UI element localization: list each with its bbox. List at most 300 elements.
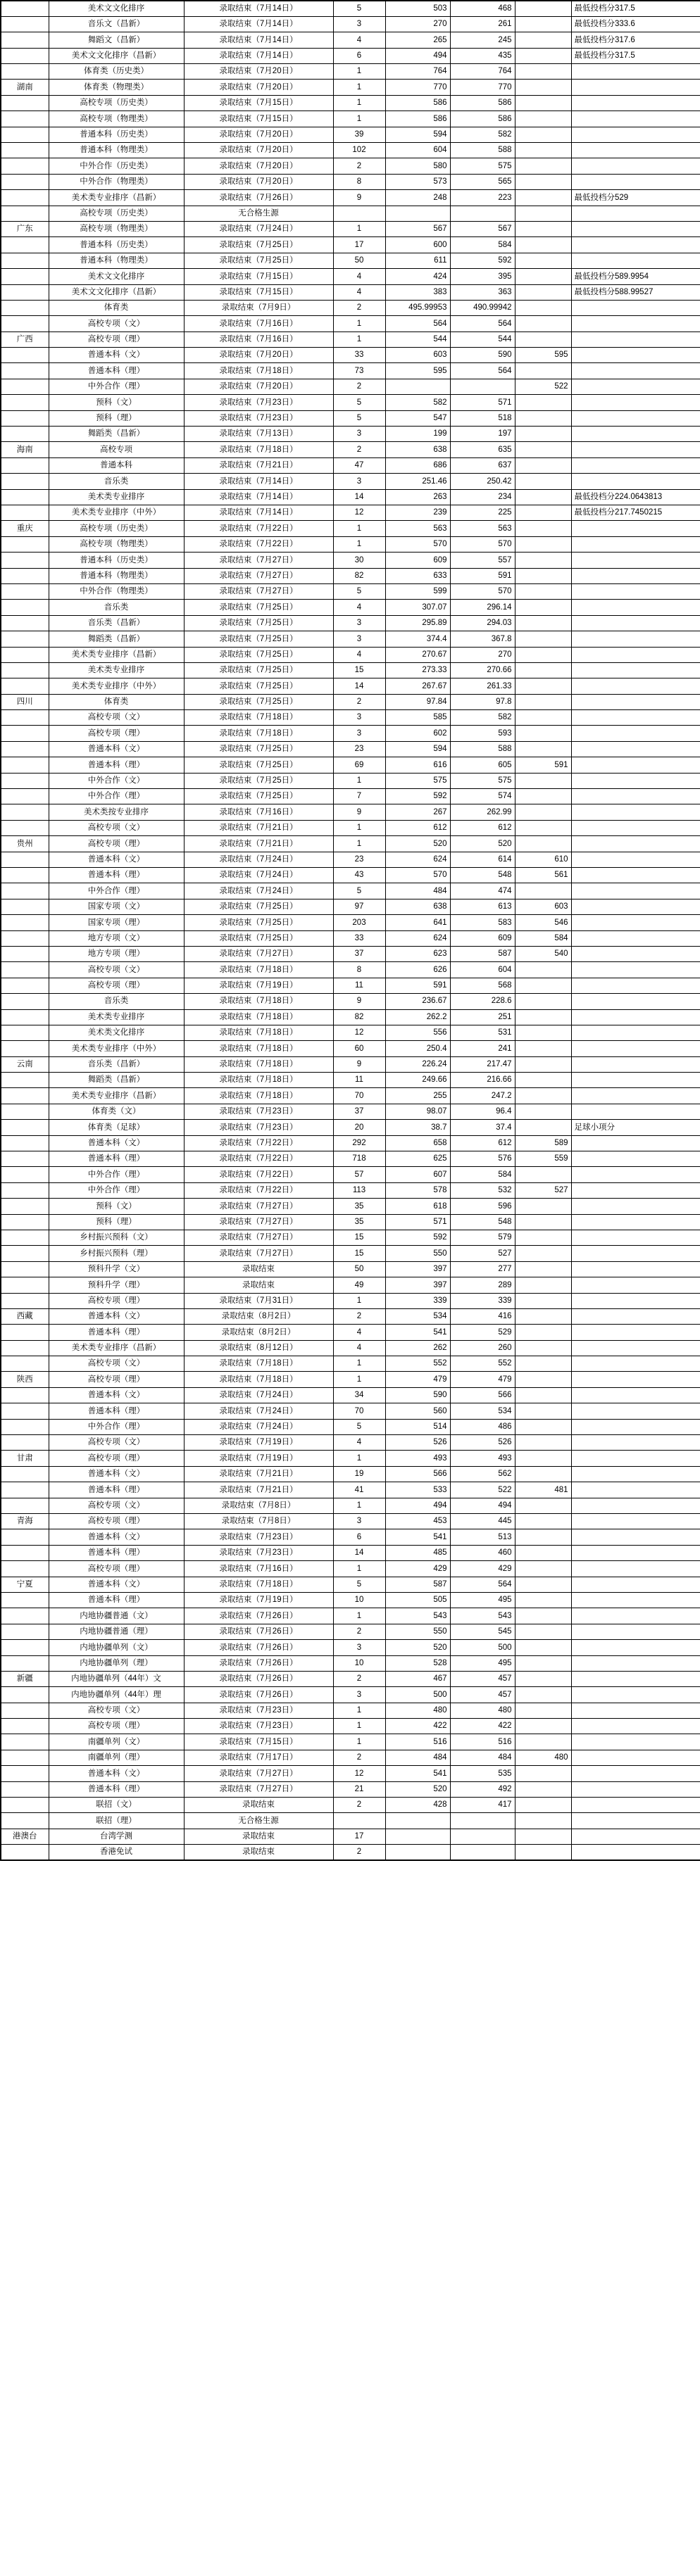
province-cell (1, 111, 49, 127)
category-cell: 高校专项（理） (49, 1293, 184, 1308)
note-cell (571, 536, 700, 552)
province-cell (1, 1025, 49, 1040)
min-score-cell: 571 (450, 395, 515, 410)
status-cell: 录取结束（7月14日） (184, 474, 333, 489)
admitted-count-cell: 3 (333, 631, 385, 647)
min-score-cell: 635 (450, 442, 515, 457)
table-row (1, 348, 700, 363)
max-score-cell: 428 (385, 1798, 450, 1813)
admitted-count-cell: 9 (333, 190, 385, 206)
category-cell: 内地协疆单列（文） (49, 1640, 184, 1655)
admitted-count-cell: 12 (333, 505, 385, 521)
note-cell (571, 1734, 700, 1750)
status-cell: 录取结束（7月26日） (184, 1671, 333, 1686)
control-line-cell (515, 1340, 571, 1356)
min-score-cell: 260 (450, 1340, 515, 1356)
table-row (1, 505, 700, 521)
note-cell (571, 1340, 700, 1356)
status-cell: 录取结束（7月14日） (184, 48, 333, 63)
control-line-cell (515, 1561, 571, 1577)
table-row (1, 1734, 700, 1750)
status-cell: 录取结束（7月23日） (184, 1703, 333, 1718)
note-cell (571, 1482, 700, 1498)
province-cell (1, 757, 49, 773)
province-cell (1, 1561, 49, 1577)
status-cell: 录取结束（7月14日） (184, 16, 333, 32)
min-score-cell (450, 379, 515, 394)
table-row (1, 1120, 700, 1135)
category-cell: 高校专项（理） (49, 1719, 184, 1734)
status-cell: 录取结束（7月18日） (184, 962, 333, 978)
note-cell (571, 1403, 700, 1419)
min-score-cell: 586 (450, 95, 515, 111)
status-cell: 录取结束（7月21日） (184, 836, 333, 852)
category-cell: 普通本科 (49, 457, 184, 473)
min-score-cell: 587 (450, 946, 515, 961)
province-cell (1, 647, 49, 662)
admitted-count-cell: 33 (333, 348, 385, 363)
status-cell: 录取结束（7月25日） (184, 741, 333, 757)
status-cell: 录取结束（7月27日） (184, 1214, 333, 1230)
province-cell (1, 143, 49, 158)
table-row (1, 190, 700, 206)
note-cell (571, 395, 700, 410)
status-cell: 录取结束（7月21日） (184, 1466, 333, 1482)
province-cell (1, 1545, 49, 1560)
control-line-cell (515, 395, 571, 410)
status-cell: 录取结束（7月27日） (184, 583, 333, 599)
status-cell: 录取结束（7月18日） (184, 1356, 333, 1372)
min-score-cell: 37.4 (450, 1120, 515, 1135)
province-cell (1, 1498, 49, 1513)
status-cell: 录取结束（7月27日） (184, 1766, 333, 1781)
table-row (1, 1498, 700, 1513)
control-line-cell (515, 427, 571, 442)
category-cell: 高校专项（文） (49, 820, 184, 835)
admitted-count-cell: 1 (333, 1372, 385, 1387)
table-row (1, 1261, 700, 1277)
province-cell (1, 300, 49, 315)
category-cell: 联招（理） (49, 1813, 184, 1829)
note-cell (571, 1766, 700, 1781)
admitted-count-cell: 20 (333, 1120, 385, 1135)
max-score-cell: 564 (385, 316, 450, 332)
table-row (1, 915, 700, 930)
control-line-cell (515, 300, 571, 315)
province-cell (1, 158, 49, 174)
status-cell: 录取结束（7月25日） (184, 915, 333, 930)
note-cell (571, 1261, 700, 1277)
category-cell: 普通本科（文） (49, 852, 184, 867)
table-row (1, 1529, 700, 1545)
category-cell: 普通本科（历史类） (49, 127, 184, 142)
category-cell: 美术类专业排序（昌新） (49, 1340, 184, 1356)
province-cell (1, 1, 49, 16)
note-cell (571, 1655, 700, 1671)
admitted-count-cell: 47 (333, 457, 385, 473)
max-score-cell: 641 (385, 915, 450, 930)
category-cell: 舞蹈类（昌新） (49, 631, 184, 647)
status-cell: 录取结束（7月25日） (184, 899, 333, 914)
status-cell: 录取结束（7月18日） (184, 363, 333, 379)
province-cell (1, 915, 49, 930)
status-cell: 录取结束（7月16日） (184, 316, 333, 332)
admitted-count-cell: 2 (333, 1624, 385, 1639)
table-row (1, 1135, 700, 1151)
admitted-count-cell: 4 (333, 32, 385, 48)
category-cell: 高校专项（物理类） (49, 536, 184, 552)
min-score-cell: 614 (450, 852, 515, 867)
table-row (1, 474, 700, 489)
status-cell: 录取结束（7月13日） (184, 427, 333, 442)
status-cell: 录取结束（7月23日） (184, 1120, 333, 1135)
table-row (1, 1104, 700, 1119)
max-score-cell: 255 (385, 1088, 450, 1104)
min-score-cell: 495 (450, 1655, 515, 1671)
note-cell (571, 915, 700, 930)
control-line-cell (515, 284, 571, 300)
admitted-count-cell: 2 (333, 1308, 385, 1324)
category-cell: 舞蹈类（昌新） (49, 427, 184, 442)
table-row (1, 1561, 700, 1577)
control-line-cell (515, 1781, 571, 1797)
control-line-cell (515, 1104, 571, 1119)
admitted-count-cell: 5 (333, 1577, 385, 1592)
province-cell (1, 867, 49, 883)
max-score-cell: 570 (385, 867, 450, 883)
admitted-count-cell: 1 (333, 1719, 385, 1734)
category-cell: 美术文文化排序（昌新） (49, 284, 184, 300)
min-score-cell: 270.66 (450, 662, 515, 678)
category-cell: 中外合作（物理类） (49, 174, 184, 189)
min-score-cell: 770 (450, 80, 515, 95)
table-row (1, 553, 700, 568)
min-score-cell: 527 (450, 1246, 515, 1261)
note-cell (571, 1435, 700, 1451)
province-cell (1, 1356, 49, 1372)
note-cell (571, 1387, 700, 1403)
note-cell (571, 253, 700, 268)
province-cell (1, 64, 49, 80)
note-cell (571, 1151, 700, 1167)
max-score-cell: 592 (385, 789, 450, 804)
control-line-cell (515, 553, 571, 568)
category-cell: 高校专项（理） (49, 1514, 184, 1529)
province-cell (1, 1325, 49, 1340)
category-cell: 美术类专业排序 (49, 489, 184, 505)
status-cell: 录取结束（7月14日） (184, 1, 333, 16)
category-cell: 中外合作（历史类） (49, 158, 184, 174)
admitted-count-cell: 10 (333, 1592, 385, 1608)
admitted-count-cell: 5 (333, 1, 385, 16)
note-cell (571, 1451, 700, 1466)
min-score-cell: 764 (450, 64, 515, 80)
min-score-cell: 574 (450, 789, 515, 804)
min-score-cell: 516 (450, 1734, 515, 1750)
admitted-count-cell: 30 (333, 553, 385, 568)
province-cell (1, 1813, 49, 1829)
category-cell: 体育类（历史类） (49, 64, 184, 80)
admitted-count-cell: 6 (333, 48, 385, 63)
control-line-cell (515, 1514, 571, 1529)
min-score-cell: 557 (450, 553, 515, 568)
province-cell (1, 379, 49, 394)
status-cell: 录取结束（7月25日） (184, 694, 333, 709)
table-row (1, 237, 700, 253)
control-line-cell (515, 1545, 571, 1560)
province-cell (1, 1135, 49, 1151)
category-cell: 普通本科（物理类） (49, 143, 184, 158)
province-cell (1, 946, 49, 961)
min-score-cell: 492 (450, 1781, 515, 1797)
status-cell: 录取结束（7月18日） (184, 1577, 333, 1592)
min-score-cell: 584 (450, 237, 515, 253)
note-cell (571, 1419, 700, 1434)
max-score-cell: 547 (385, 410, 450, 426)
note-cell (571, 1135, 700, 1151)
admitted-count-cell: 2 (333, 1845, 385, 1860)
control-line-cell (515, 1451, 571, 1466)
table-row (1, 1277, 700, 1293)
table-row (1, 678, 700, 694)
admitted-count-cell: 2 (333, 1750, 385, 1765)
note-cell (571, 1719, 700, 1734)
status-cell: 录取结束（7月21日） (184, 1482, 333, 1498)
province-cell (1, 1088, 49, 1104)
max-score-cell: 625 (385, 1151, 450, 1167)
category-cell: 高校专项（文） (49, 1435, 184, 1451)
status-cell: 录取结束（7月8日） (184, 1514, 333, 1529)
admitted-count-cell: 23 (333, 852, 385, 867)
table-row (1, 174, 700, 189)
table-row (1, 127, 700, 142)
control-line-cell (515, 174, 571, 189)
control-line-cell (515, 1813, 571, 1829)
category-cell: 普通本科（历史类） (49, 237, 184, 253)
control-line-cell (515, 1308, 571, 1324)
control-line-cell (515, 1798, 571, 1813)
control-line-cell (515, 1435, 571, 1451)
table-row (1, 16, 700, 32)
category-cell: 高校专项（历史类） (49, 521, 184, 536)
status-cell: 录取结束（7月24日） (184, 221, 333, 236)
status-cell: 录取结束（7月27日） (184, 1246, 333, 1261)
province-cell (1, 1403, 49, 1419)
max-score-cell: 624 (385, 930, 450, 946)
status-cell: 录取结束（7月14日） (184, 505, 333, 521)
note-cell (571, 741, 700, 757)
max-score-cell: 582 (385, 395, 450, 410)
status-cell: 录取结束（7月26日） (184, 1608, 333, 1624)
category-cell: 体育类 (49, 300, 184, 315)
note-cell (571, 332, 700, 347)
control-line-cell (515, 1261, 571, 1277)
status-cell: 录取结束（7月18日） (184, 1041, 333, 1056)
min-score-cell: 479 (450, 1372, 515, 1387)
max-score-cell: 580 (385, 158, 450, 174)
note-cell (571, 316, 700, 332)
max-score-cell: 566 (385, 1466, 450, 1482)
control-line-cell (515, 836, 571, 852)
min-score-cell: 468 (450, 1, 515, 16)
table-row (1, 946, 700, 961)
admitted-count-cell: 4 (333, 284, 385, 300)
admitted-count-cell (333, 206, 385, 221)
note-cell (571, 221, 700, 236)
table-row (1, 899, 700, 914)
control-line-cell (515, 647, 571, 662)
province-cell (1, 489, 49, 505)
note-cell (571, 647, 700, 662)
min-score-cell: 429 (450, 1561, 515, 1577)
table-row (1, 221, 700, 236)
control-line-cell (515, 410, 571, 426)
note-cell (571, 600, 700, 615)
min-score-cell: 225 (450, 505, 515, 521)
note-cell (571, 1104, 700, 1119)
max-score-cell: 397 (385, 1277, 450, 1293)
control-line-cell (515, 1120, 571, 1135)
status-cell: 录取结束（7月23日） (184, 1719, 333, 1734)
max-score-cell: 480 (385, 1703, 450, 1718)
status-cell: 录取结束（7月25日） (184, 631, 333, 647)
table-row (1, 820, 700, 835)
status-cell: 录取结束（7月22日） (184, 536, 333, 552)
category-cell: 美术类专业排序（昌新） (49, 1088, 184, 1104)
status-cell: 录取结束（7月27日） (184, 1230, 333, 1245)
control-line-cell (515, 1167, 571, 1182)
control-line-cell (515, 64, 571, 80)
min-score-cell: 261.33 (450, 678, 515, 694)
max-score-cell: 541 (385, 1325, 450, 1340)
max-score-cell: 485 (385, 1545, 450, 1560)
category-cell: 高校专项（理） (49, 332, 184, 347)
note-cell (571, 1182, 700, 1198)
province-cell: 海南 (1, 442, 49, 457)
min-score-cell: 609 (450, 930, 515, 946)
province-cell (1, 930, 49, 946)
admitted-count-cell: 49 (333, 1277, 385, 1293)
table-row (1, 726, 700, 741)
table-row (1, 1514, 700, 1529)
table-row (1, 1798, 700, 1813)
table-row (1, 1766, 700, 1781)
max-score-cell: 591 (385, 978, 450, 993)
province-cell (1, 789, 49, 804)
table-row (1, 631, 700, 647)
table-row (1, 1009, 700, 1025)
control-line-cell (515, 1419, 571, 1434)
status-cell: 录取结束（7月18日） (184, 994, 333, 1009)
control-line-cell: 481 (515, 1482, 571, 1498)
table-row (1, 363, 700, 379)
status-cell: 录取结束（7月16日） (184, 1561, 333, 1577)
admitted-count-cell: 1 (333, 1703, 385, 1718)
note-cell (571, 379, 700, 394)
category-cell: 普通本科（文） (49, 1387, 184, 1403)
province-cell: 青海 (1, 1514, 49, 1529)
admitted-count-cell: 3 (333, 726, 385, 741)
table-row (1, 741, 700, 757)
admitted-count-cell: 15 (333, 662, 385, 678)
admitted-count-cell: 50 (333, 253, 385, 268)
note-cell (571, 95, 700, 111)
admitted-count-cell: 41 (333, 1482, 385, 1498)
min-score-cell: 637 (450, 457, 515, 473)
province-cell (1, 1608, 49, 1624)
min-score-cell: 535 (450, 1766, 515, 1781)
note-cell (571, 1750, 700, 1765)
category-cell: 舞蹈文（昌新） (49, 32, 184, 48)
status-cell: 录取结束（7月25日） (184, 789, 333, 804)
min-score-cell: 367.8 (450, 631, 515, 647)
control-line-cell (515, 1293, 571, 1308)
category-cell: 高校专项（历史类） (49, 95, 184, 111)
note-cell (571, 1214, 700, 1230)
note-cell (571, 300, 700, 315)
category-cell: 音乐类 (49, 600, 184, 615)
note-cell (571, 1167, 700, 1182)
category-cell: 高校专项（理） (49, 1372, 184, 1387)
table-row (1, 1419, 700, 1434)
max-score-cell: 422 (385, 1719, 450, 1734)
province-cell (1, 804, 49, 820)
control-line-cell (515, 1372, 571, 1387)
note-cell (571, 427, 700, 442)
province-cell (1, 773, 49, 788)
admitted-count-cell: 12 (333, 1025, 385, 1040)
admitted-count-cell: 1 (333, 64, 385, 80)
note-cell: 最低投档分333.6 (571, 16, 700, 32)
status-cell: 录取结束（7月25日） (184, 615, 333, 631)
min-score-cell: 564 (450, 1577, 515, 1592)
status-cell: 录取结束（7月27日） (184, 1199, 333, 1214)
province-cell (1, 1655, 49, 1671)
note-cell (571, 1041, 700, 1056)
category-cell: 体育类（文） (49, 1104, 184, 1119)
max-score-cell: 541 (385, 1766, 450, 1781)
max-score-cell (385, 1845, 450, 1860)
min-score-cell: 566 (450, 1387, 515, 1403)
min-score-cell: 490.99942 (450, 300, 515, 315)
note-cell (571, 1199, 700, 1214)
min-score-cell: 563 (450, 521, 515, 536)
table-row (1, 867, 700, 883)
note-cell: 最低投档分589.9954 (571, 269, 700, 284)
category-cell: 普通本科（理） (49, 757, 184, 773)
max-score-cell: 467 (385, 1671, 450, 1686)
category-cell: 地方专项（理） (49, 946, 184, 961)
max-score-cell: 560 (385, 1403, 450, 1419)
note-cell (571, 962, 700, 978)
min-score-cell: 277 (450, 1261, 515, 1277)
table-row (1, 48, 700, 63)
category-cell: 乡村振兴预科（文） (49, 1230, 184, 1245)
category-cell: 美术类专业排序（昌新） (49, 647, 184, 662)
category-cell: 普通本科（理） (49, 1482, 184, 1498)
note-cell (571, 64, 700, 80)
table-row (1, 600, 700, 615)
max-score-cell (385, 206, 450, 221)
max-score-cell: 571 (385, 1214, 450, 1230)
table-row (1, 1781, 700, 1797)
province-cell (1, 583, 49, 599)
note-cell (571, 1293, 700, 1308)
note-cell (571, 237, 700, 253)
table-row (1, 1151, 700, 1167)
control-line-cell (515, 457, 571, 473)
note-cell (571, 1498, 700, 1513)
